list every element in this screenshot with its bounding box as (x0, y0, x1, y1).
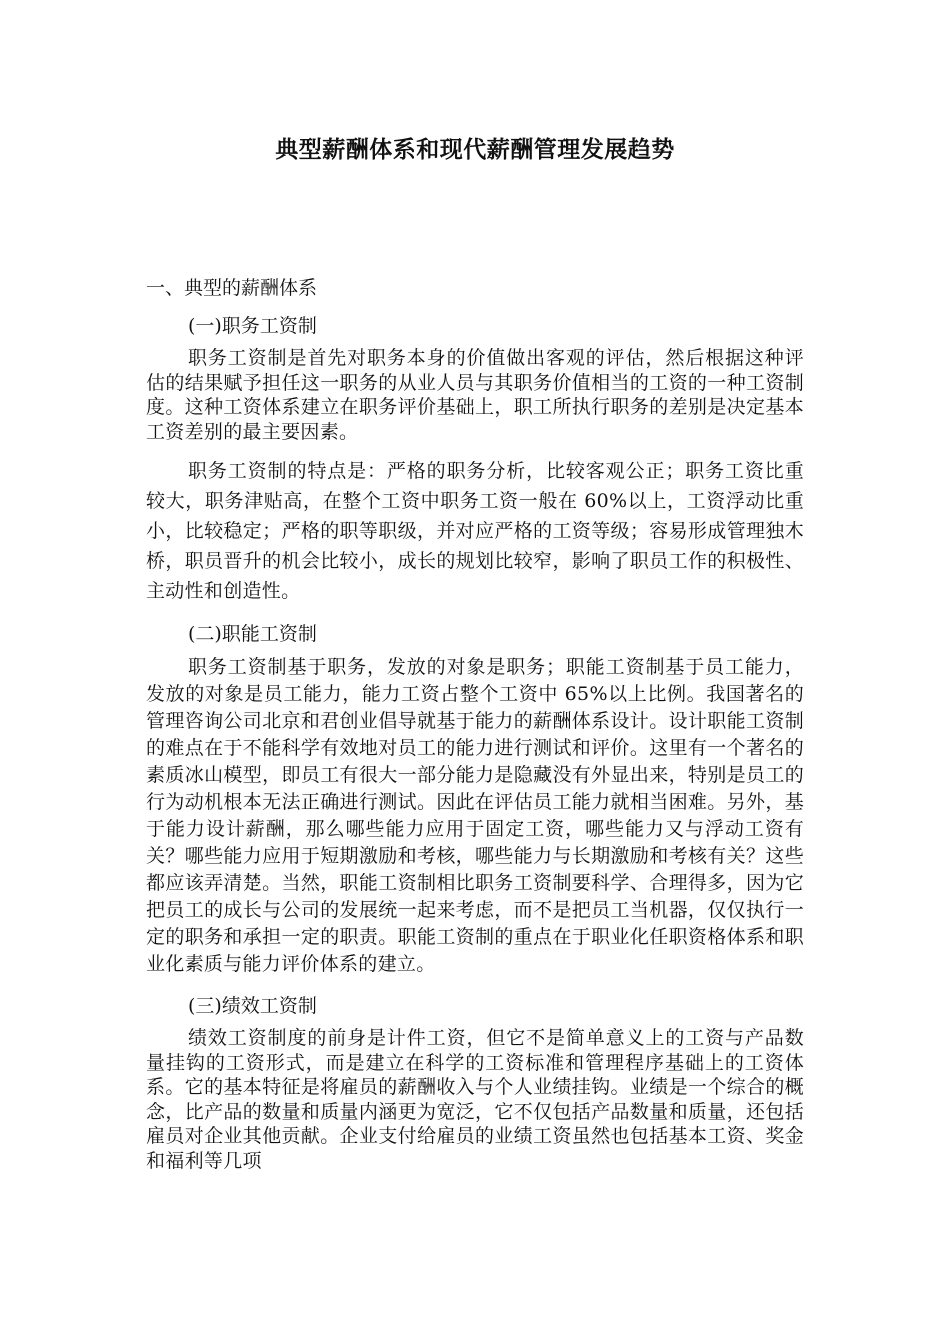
section-heading: 一、典型的薪酬体系 (146, 277, 318, 299)
document-title: 典型薪酬体系和现代薪酬管理发展趋势 (275, 137, 675, 163)
paragraph-performance-pay-description: 绩效工资制度的前身是计件工资，但它不是简单意义上的工资与产品数量挂钩的工资形式，而是建立在科学的工资标准和管理程序基础上的工资体系。它的基本特征是将雇员的薪酬收入与个人业绩挂钩。业绩是一个综合的概念，比产品的数量和质量内涵更为宽泛，它不仅包括产品数量和质量，还包括雇员对企业其他贡献。企业支付给雇员的业绩工资虽然也包括基本工资、奖金和福利等几项 (146, 1027, 804, 1172)
subsection-heading-performance-pay: (三)绩效工资制 (188, 995, 317, 1017)
subsection-heading-competency-pay: (二)职能工资制 (188, 623, 317, 645)
paragraph-position-pay-definition: 职务工资制是首先对职务本身的价值做出客观的评估，然后根据这种评估的结果赋予担任这一职务的从业人员与其职务价值相当的工资的一种工资制度。这种工资体系建立在职务评价基础上，职工所执行职务的差别是决定基本工资差别的最主要因素。 (146, 347, 804, 443)
paragraph-competency-pay-description: 职务工资制基于职务，发放的对象是职务；职能工资制基于员工能力，发放的对象是员工能力，能力工资占整个工资中 65%以上比例。我国著名的管理咨询公司北京和君创业倡导就基于能力的薪酬体系设计。设计职能工资制的难点在于不能科学有效地对员工的能力进行测试和评价。这里有一个著名的素质冰山模型，即员工有很大一部分能力是隐藏没有外显出来，特别是员工的行为动机根本无法正确进行测试。因此在评估员工能力就相当困难。另外，基于能力设计薪酬，那么哪些能力应用于固定工资，哪些能力又与浮动工资有关？哪些能力应用于短期激励和考核，哪些能力与长期激励和考核有关？这些都应该弄清楚。当然，职能工资制相比职务工资制要科学、合理得多，因为它把员工的成长与公司的发展统一起来考虑，而不是把员工当机器，仅仅执行一定的职务和承担一定的职责。职能工资制的重点在于职业化任职资格体系和职业化素质与能力评价体系的建立。 (146, 656, 804, 975)
paragraph-spacing (146, 444, 804, 456)
document-body (146, 270, 804, 1173)
paragraph-position-pay-features: 职务工资制的特点是：严格的职务分析，比较客观公正；职务工资比重较大，职务津贴高，在整个工资中职务工资一般在 60%以上，工资浮动比重小，比较稳定；严格的职等职级，并对应严格的工资等级；容易形成管理独木桥，职员晋升的机会比较小，成长的规划比较窄，影响了职员工作的积极性、主动性和创造性。 (146, 460, 804, 602)
subsection-heading-position-pay: (一)职务工资制 (188, 315, 317, 337)
